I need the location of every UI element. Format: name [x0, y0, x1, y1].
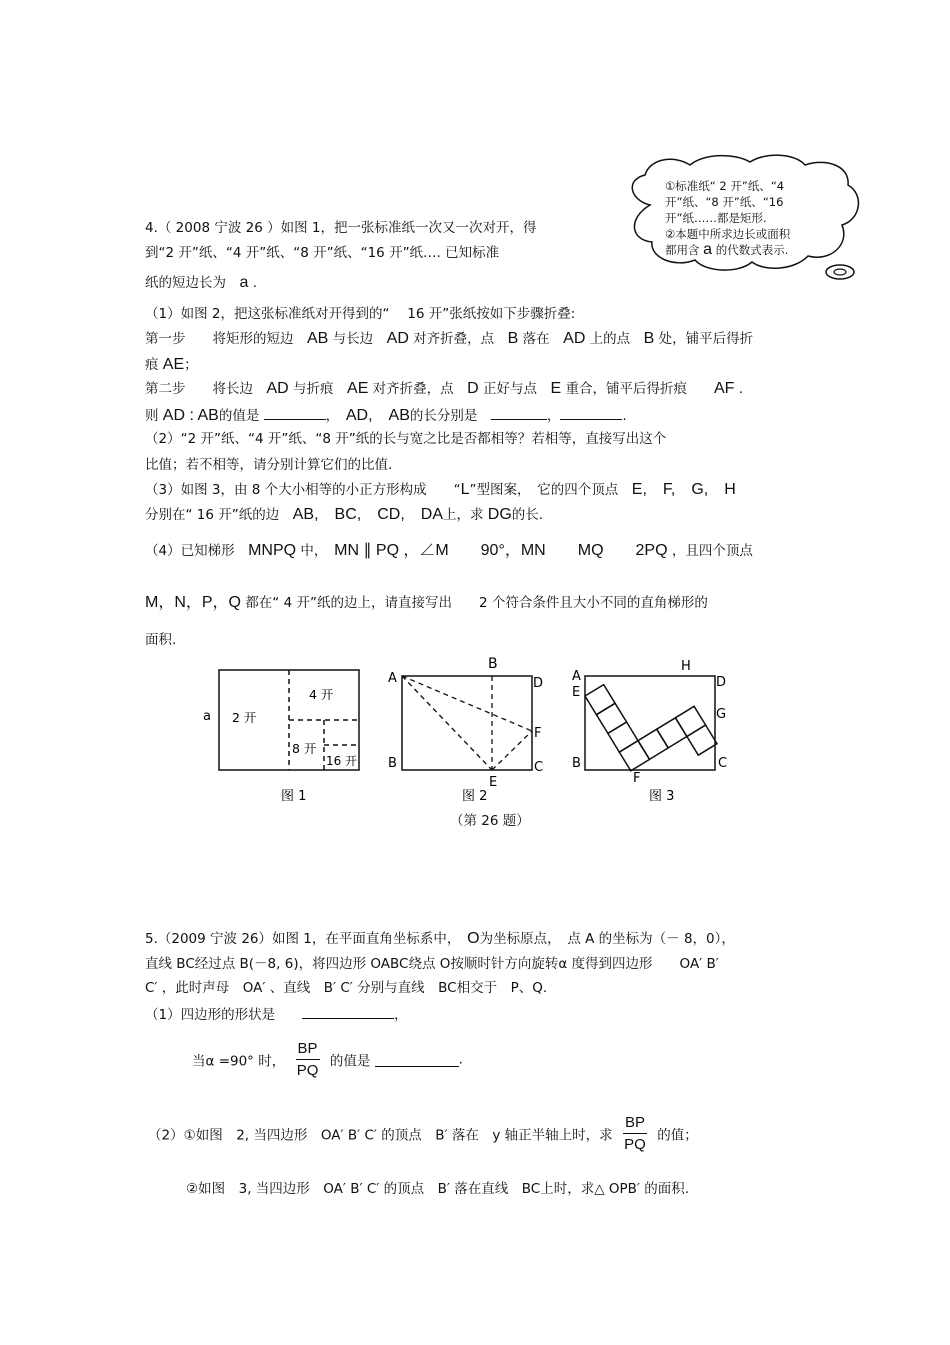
fig3-label-G: G — [716, 707, 727, 722]
note-line: 开”纸、“8 开”纸、“16 — [665, 195, 784, 209]
q4-line1: 4.（ 2008 宁波 26 ）如图 1，把一张标准纸一次又一次对开，得 — [145, 220, 537, 236]
fig2-label-F: F — [534, 726, 542, 741]
q4-part1: （1）如图 2，把这张标准纸对开得到的“ 16 开”张纸按如下步骤折叠: — [145, 306, 576, 322]
fig1-label-2kai: 2 开 — [232, 710, 257, 725]
fig3-small-square — [687, 725, 717, 755]
fig3-small-square — [638, 729, 668, 759]
fig1-label-4kai: 4 开 — [309, 687, 334, 702]
q5-line3: C′ ，此时声母 OA′ 、直线 B′ C′ 分别与直线 BC相交于 P、Q. — [145, 980, 548, 996]
fraction-bp-pq: $\frac{BP}{PQ}$ — [296, 1040, 319, 1079]
fraction-bp-pq-2: $\frac{BP}{PQ}$ — [624, 1114, 646, 1153]
q5-part2-line1: （2）①如图 2, 当四边形 OA′ B′ C′ 的顶点 B′ 落在 y 轴正半轴上时，求 $\frac{BP}{PQ}$ 的值； — [148, 1114, 698, 1153]
q5-part2-line2: ②如图 3, 当四边形 OA′ B′ C′ 的顶点 B′ 落在直线 BC上时，求△ OPB′ 的面积. — [186, 1181, 690, 1197]
fig3-small-square — [608, 722, 638, 752]
fig3-label-A: A — [572, 669, 581, 684]
figure-3 — [565, 652, 745, 812]
fig3-label-C: C — [718, 756, 728, 771]
note-line: ①标准纸“ 2 开”纸、“4 — [665, 179, 785, 193]
figure-1 — [195, 662, 370, 812]
fig3-small-square — [585, 685, 615, 715]
fig2-fold-AE — [402, 676, 492, 770]
q4-part4b: M，N，P，Q 都在“ 4 开”纸的边上，请直接写出 2 个符合条件且大小不同的直角梯形的 — [145, 594, 708, 611]
fig3-label-E: E — [572, 685, 581, 700]
note-line: 开”纸……都是矩形. — [665, 211, 767, 225]
fig1-label-8kai: 8 开 — [292, 741, 317, 756]
fig1-label-a: a — [203, 709, 211, 724]
q5-part1: （1）四边形的形状是 ， — [145, 1004, 408, 1024]
fig2-label-A: A — [388, 671, 397, 686]
fig2-label-Btop: B — [488, 656, 498, 672]
fig2-caption: 图 2 — [462, 789, 488, 804]
note-line: 都用含 a 的代数式表示. — [665, 241, 789, 258]
fig2-label-D: D — [533, 676, 544, 691]
q4-part4c: 面积. — [145, 632, 177, 648]
q5-alpha-line: 当α =90° 时， $\frac{BP}{PQ}$ 的值是 . — [192, 1040, 463, 1079]
fig2-fold-AF — [402, 676, 532, 731]
q4-step2: 第二步 将长边 AD 与折痕 AE 对齐折叠，点 D 正好与点 E 重合，铺平后得折痕 AF . — [145, 380, 744, 397]
figure-2 — [380, 652, 560, 812]
fig3-small-square — [619, 741, 649, 771]
q5-line1: 5.（2009 宁波 26）如图 1，在平面直角坐标系中， O为坐标原点， 点 A 的坐标为（－ 8，0）， — [145, 930, 735, 947]
q4-part2b: 比值；若不相等，请分别计算它们的比值. — [145, 457, 393, 473]
q4-step1-cont: 痕 AE； — [145, 356, 198, 373]
fig3-paper — [585, 676, 715, 770]
fig3-label-D: D — [716, 675, 727, 690]
note-line: ②本题中所求边长或面积 — [665, 227, 791, 241]
fig2-label-B: B — [388, 756, 397, 771]
problem-caption: （第 26 题） — [450, 813, 530, 829]
fig2-label-C: C — [534, 760, 544, 775]
q4-line3: 纸的短边长为 a . — [145, 274, 257, 291]
cloud-bubble-large — [826, 265, 854, 279]
q4-line2: 到“2 开”纸、“4 开”纸、“8 开”纸、“16 开”纸…. 已知标准 — [145, 245, 500, 261]
fig2-fold-EF — [492, 731, 532, 770]
fig3-label-F: F — [633, 771, 641, 786]
q4-step3: 则 AD : AB的值是 ， AD, AB的长分别是 ， . — [145, 407, 627, 424]
q5-line2: 直线 BC经过点 B(－8, 6)，将四边形 OABC绕点 O按顺时针方向旋转α 度得到四边形 OA′ B′ — [145, 956, 719, 972]
fig1-caption: 图 1 — [281, 789, 307, 804]
fig3-small-square — [596, 703, 626, 733]
note-text — [665, 178, 790, 258]
fig3-caption: 图 3 — [649, 789, 675, 804]
fig3-small-square — [675, 706, 705, 736]
fig2-label-E: E — [489, 775, 498, 790]
fig1-label-16kai: 16 开 — [326, 754, 358, 768]
q4-part2a: （2）“2 开”纸、“4 开”纸、“8 开”纸的长与宽之比是否都相等？若相等，直接写出这个 — [145, 431, 667, 447]
q4-part3a: （3）如图 3，由 8 个大小相等的小正方形构成 “L”型图案， 它的四个顶点 E, F, G, H — [145, 481, 736, 498]
fig3-label-H: H — [681, 659, 691, 674]
fig3-small-square — [657, 718, 687, 748]
cloud-bubble-inner — [834, 269, 846, 275]
q4-step1: 第一步 将矩形的短边 AB 与长边 AD 对齐折叠，点 B 落在 AD 上的点 B 处，铺平后得折 — [145, 330, 754, 347]
fig3-label-B: B — [572, 756, 581, 771]
q4-part4a: （4）已知梯形 MNPQ 中， MN ∥ PQ ，∠M 90°，MN MQ 2PQ ，且四个顶点 — [145, 542, 753, 559]
q4-part3b: 分别在“ 16 开”纸的边 AB, BC, CD, DA上，求 DG的长. — [145, 506, 544, 523]
